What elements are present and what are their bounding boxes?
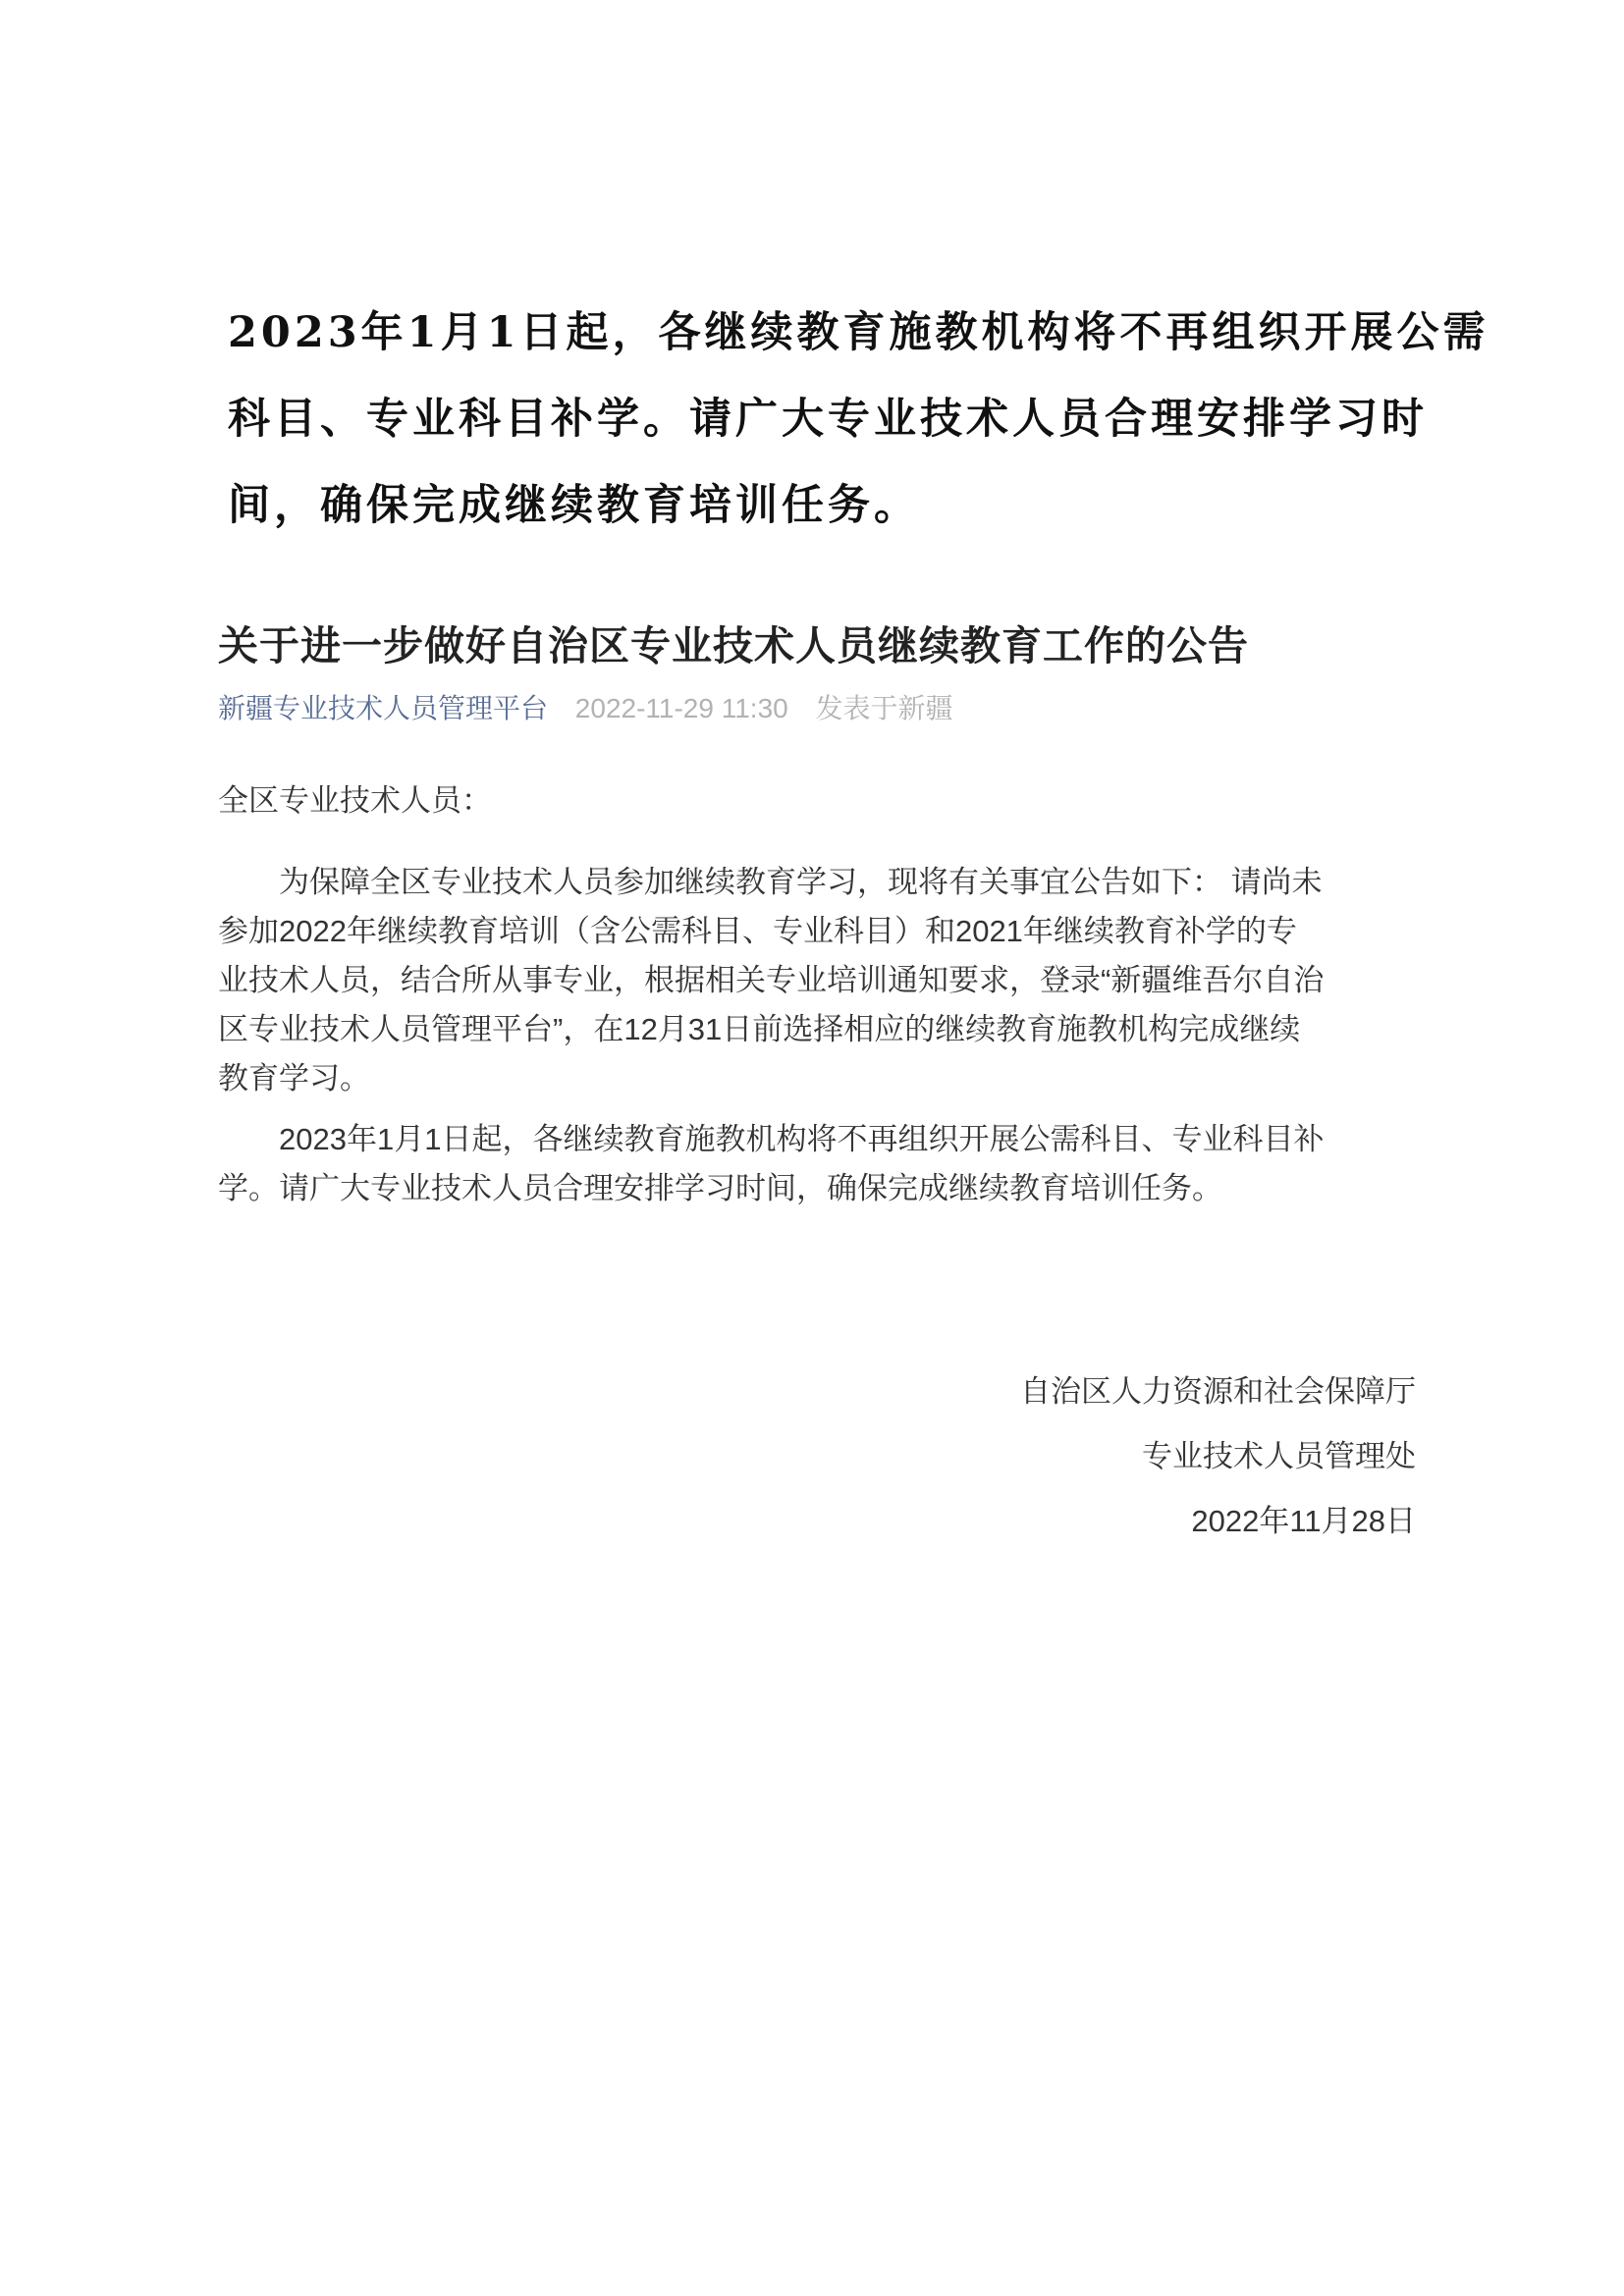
lead-statement [228, 290, 1489, 549]
signature-date: 2022年11月28日 [1191, 1504, 1416, 1538]
paragraph-1 [218, 858, 1416, 1103]
paragraph-line: 2023年1月1日起，各继续教育施教机构将不再组织开展公需科目、专业科目补 [279, 1122, 1325, 1156]
article-screenshot [218, 618, 1416, 1213]
article-title: 关于进一步做好自治区专业技术人员继续教育工作的公告 [218, 623, 1249, 668]
lead-line: 间，确保完成继续教育培训任务。 [228, 481, 920, 530]
signature-block [1020, 1360, 1416, 1554]
article-meta [218, 691, 1416, 726]
paragraph-line: 为保障全区专业技术人员参加继续教育学习，现将有关事宜公告如下： 请尚未 [279, 865, 1323, 899]
paragraph-line: 学。请广大专业技术人员合理安排学习时间，确保完成继续教育培训任务。 [218, 1171, 1222, 1205]
article-source-link[interactable]: 新疆专业技术人员管理平台 [218, 693, 549, 723]
paragraph-line: 业技术人员，结合所从事专业，根据相关专业培训通知要求，登录“新疆维吾尔自治 [218, 963, 1325, 997]
lead-line: 2023年1月1日起，各继续教育施教机构将不再组织开展公需 [228, 308, 1489, 357]
salutation: 全区专业技术人员： [218, 783, 492, 818]
paragraph-2 [218, 1115, 1416, 1213]
paragraph-line: 参加2022年继续教育培训（含公需科目、专业科目）和2021年继续教育补学的专 [218, 914, 1297, 948]
paragraph-line: 区专业技术人员管理平台”，在12月31日前选择相应的继续教育施教机构完成继续 [218, 1012, 1301, 1046]
article-datetime: 2022-11-29 11:30 [574, 693, 788, 723]
signature-org: 自治区人力资源和社会保障厅 [1020, 1374, 1416, 1409]
paragraph-line: 教育学习。 [218, 1061, 370, 1095]
article-location: 发表于新疆 [815, 693, 953, 723]
lead-line: 科目、专业科目补学。请广大专业技术人员合理安排学习时 [228, 395, 1428, 444]
signature-dept: 专业技术人员管理处 [1142, 1439, 1416, 1473]
